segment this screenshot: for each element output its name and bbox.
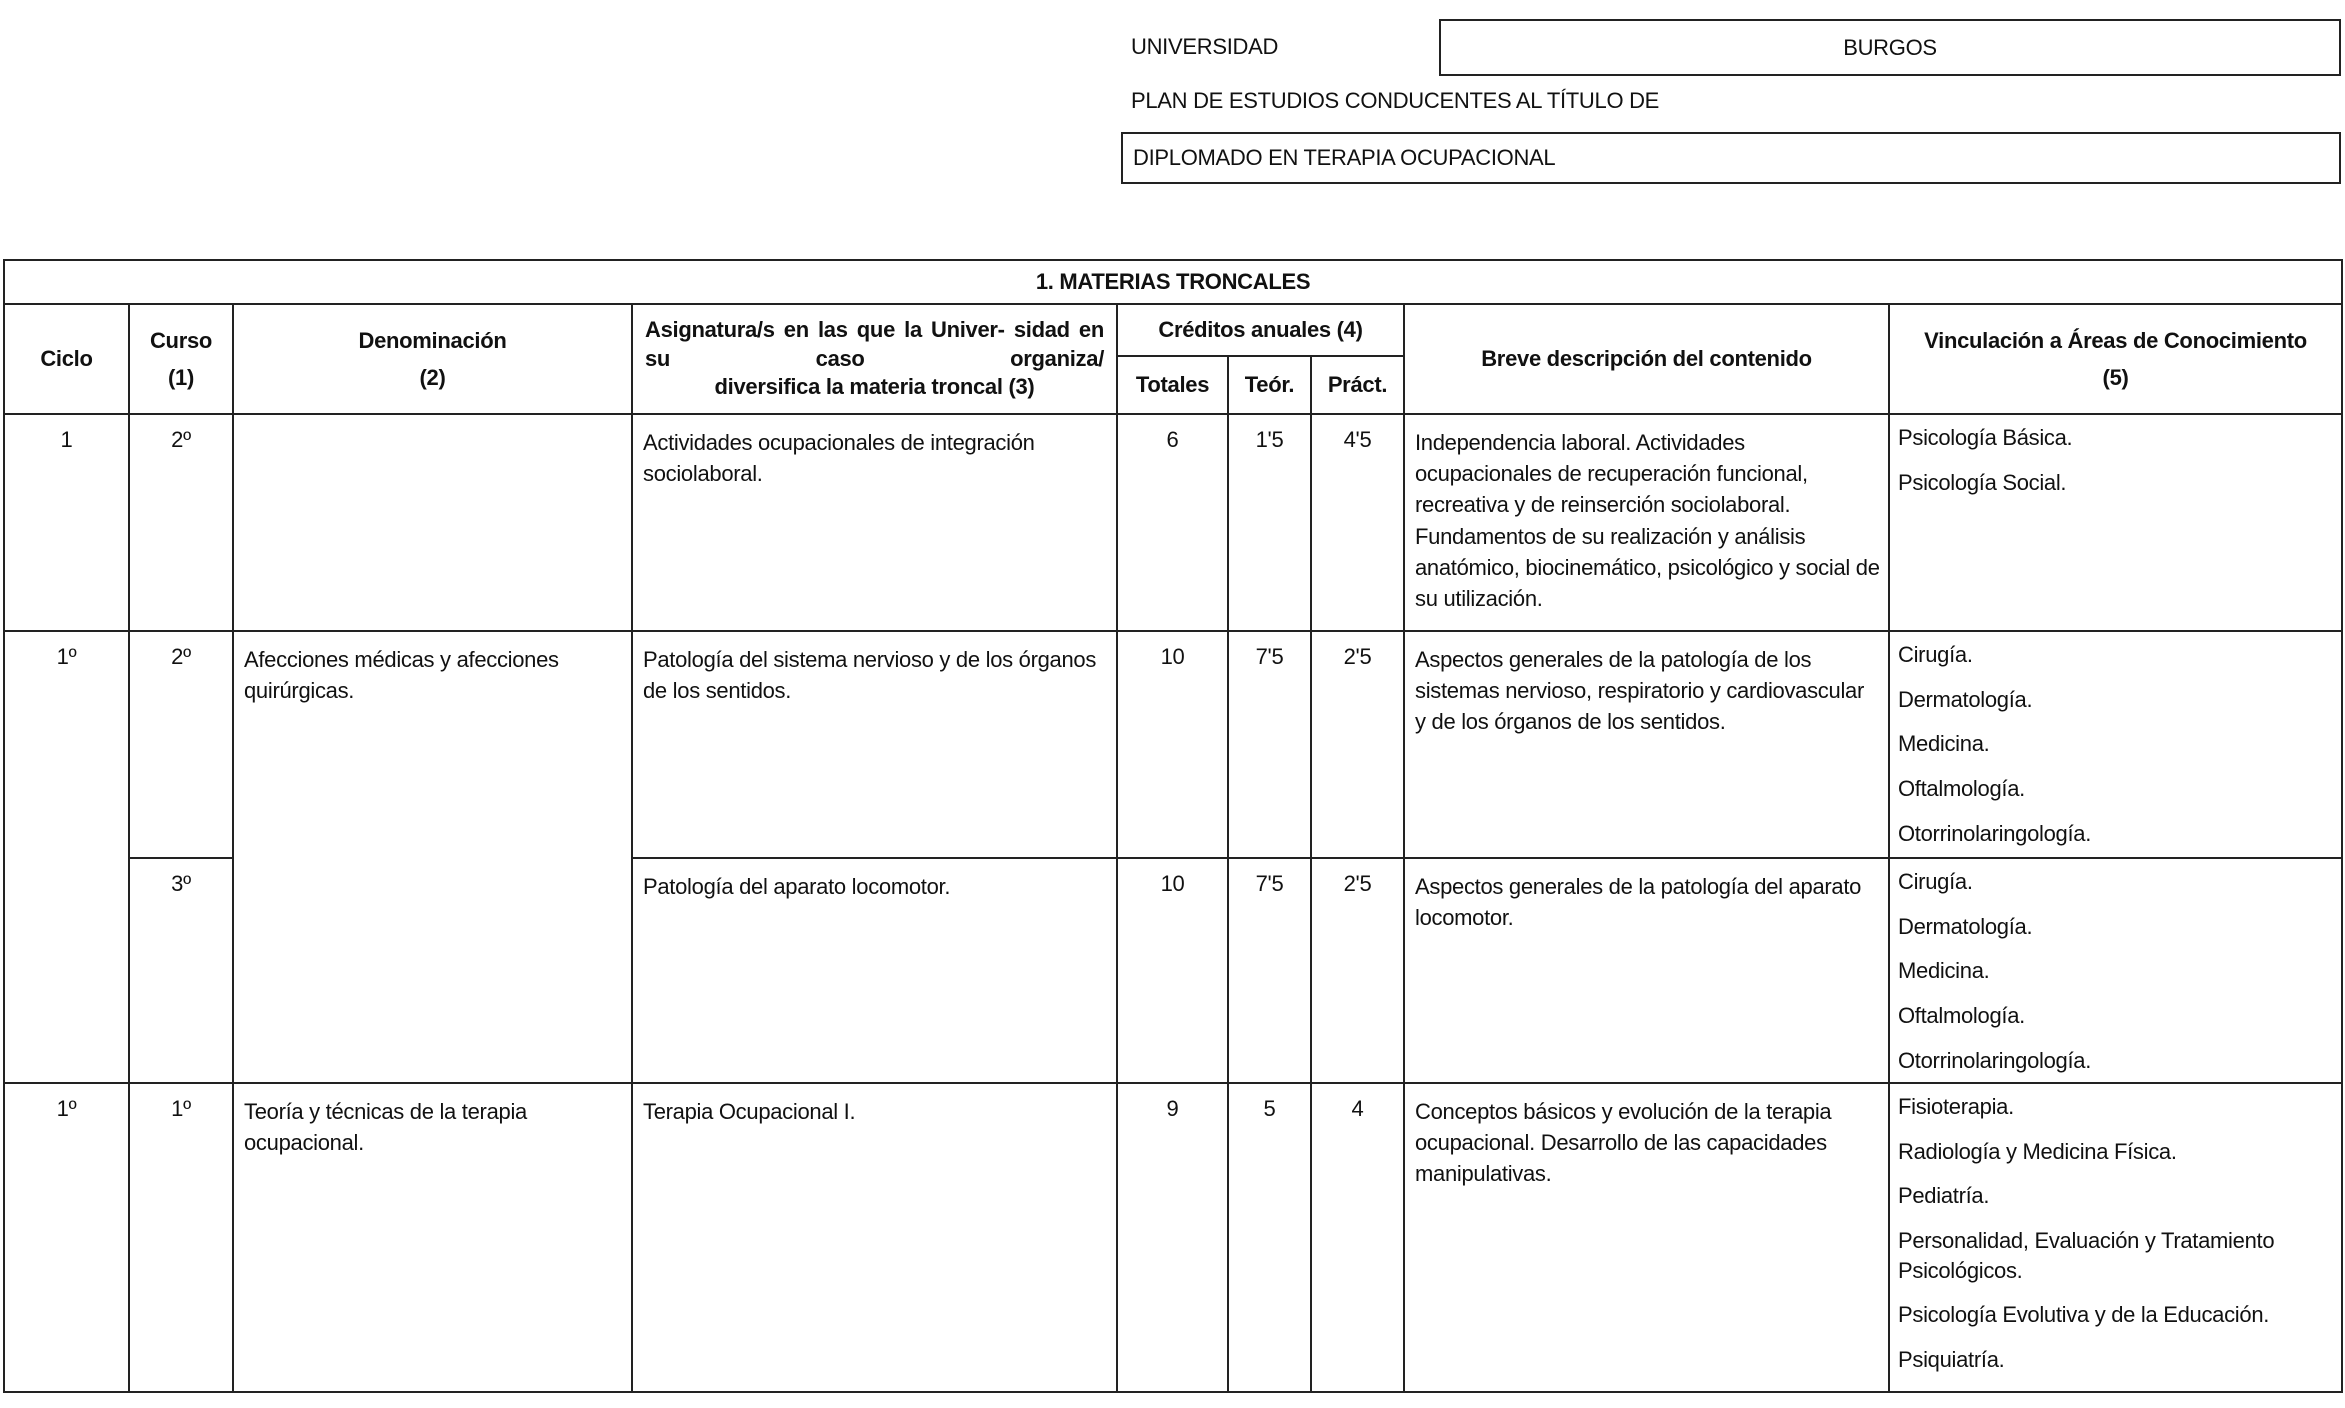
area-item: Cirugía.	[1898, 642, 1973, 667]
cell-asignatura: Actividades ocupacionales de integración sociolaboral.	[632, 414, 1117, 631]
col-header-asignatura	[632, 304, 1117, 414]
col-header-denominacion	[233, 304, 632, 414]
cell-ciclo: 1º	[4, 631, 129, 1083]
col-header-pract: Práct.	[1311, 356, 1404, 414]
universidad-value: BURGOS	[1843, 34, 1937, 60]
cell-descripcion: Aspectos generales de la patología de los sistemas nervioso, respiratorio y cardiovascular y de los órganos de los sentidos.	[1404, 631, 1889, 858]
cell-pract: 2'5	[1311, 858, 1404, 1083]
cell-asignatura: Terapia Ocupacional I.	[632, 1083, 1117, 1392]
table-row	[4, 1083, 2342, 1392]
cell-descripcion: Aspectos generales de la patología del aparato locomotor.	[1404, 858, 1889, 1083]
col-header-vinculacion-note: (5)	[2102, 365, 2129, 390]
col-header-totales: Totales	[1117, 356, 1228, 414]
col-header-asignatura-text: Asignatura/s en las que la Univer- sidad en su caso organiza/	[645, 317, 1104, 371]
area-item: Fisioterapia.	[1898, 1094, 2014, 1119]
cell-areas	[1889, 414, 2342, 631]
col-header-curso-label: Curso	[149, 327, 213, 353]
area-item: Radiología y Medicina Física.	[1898, 1138, 2177, 1164]
plan-label: PLAN DE ESTUDIOS CONDUCENTES AL TÍTULO DE	[1131, 88, 1660, 113]
col-header-denominacion-label: Denominación	[358, 327, 507, 353]
cell-descripcion: Conceptos básicos y evolución de la terapia ocupacional. Desarrollo de las capacidades manipulativas.	[1404, 1083, 1889, 1392]
cell-descripcion: Independencia laboral. Actividades ocupacionales de recuperación funcional, recreativa y de reinserción sociolaboral. Fundamentos de su realización y análisis anatómico, biocinemático, psicológico y social de su utilización.	[1404, 414, 1889, 631]
col-header-curso	[129, 304, 233, 414]
col-header-descripcion: Breve descripción del contenido	[1404, 304, 1889, 414]
cell-teor: 1'5	[1228, 414, 1311, 631]
col-header-curso-note: (1)	[168, 365, 194, 390]
cell-curso: 2º	[129, 414, 233, 631]
cell-curso: 2º	[129, 631, 233, 858]
cell-ciclo: 1º	[4, 1083, 129, 1392]
universidad-label: UNIVERSIDAD	[1131, 34, 1279, 59]
col-header-ciclo: Ciclo	[4, 304, 129, 414]
area-item: Pediatría.	[1898, 1183, 1990, 1209]
area-item: Otorrinolaringología.	[1898, 1047, 2092, 1073]
cell-denominacion: Teoría y técnicas de la terapia ocupacional.	[233, 1083, 632, 1392]
area-item: Oftalmología.	[1898, 1003, 2025, 1029]
cell-pract: 4	[1311, 1083, 1404, 1392]
col-header-asignatura-last: diversifica la materia troncal (3)	[714, 374, 1035, 400]
cell-teor: 7'5	[1228, 631, 1311, 858]
cell-denominacion: Afecciones médicas y afecciones quirúrgicas.	[233, 631, 632, 1083]
area-item: Dermatología.	[1898, 913, 2033, 939]
cell-areas	[1889, 858, 2342, 1083]
cell-totales: 10	[1117, 858, 1228, 1083]
cell-pract: 4'5	[1311, 414, 1404, 631]
cell-totales: 6	[1117, 414, 1228, 631]
titulo-box	[1121, 132, 2341, 184]
area-item: Otorrinolaringología.	[1898, 820, 2092, 846]
materias-troncales-table	[3, 259, 2343, 1393]
cell-areas	[1889, 631, 2342, 858]
cell-totales: 10	[1117, 631, 1228, 858]
area-item: Oftalmología.	[1898, 776, 2025, 802]
table-row	[4, 414, 2342, 631]
area-item: Personalidad, Evaluación y Tratamiento Psicológicos.	[1898, 1228, 2275, 1283]
col-header-creditos: Créditos anuales (4)	[1117, 304, 1404, 356]
universidad-value-box	[1439, 19, 2341, 76]
cell-teor: 5	[1228, 1083, 1311, 1392]
area-item: Medicina.	[1898, 958, 1990, 984]
cell-totales: 9	[1117, 1083, 1228, 1392]
col-header-denominacion-note: (2)	[419, 365, 446, 390]
section-title: 1. MATERIAS TRONCALES	[4, 260, 2342, 304]
cell-asignatura: Patología del sistema nervioso y de los órganos de los sentidos.	[632, 631, 1117, 858]
cell-curso: 1º	[129, 1083, 233, 1392]
cell-denominacion	[233, 414, 632, 631]
col-header-vinculacion-label: Vinculación a Áreas de Conocimiento	[1924, 327, 2307, 353]
titulo-value: DIPLOMADO EN TERAPIA OCUPACIONAL	[1133, 145, 1556, 170]
area-item: Medicina.	[1898, 731, 1990, 757]
area-item: Psicología Básica.	[1898, 425, 2073, 450]
col-header-vinculacion	[1889, 304, 2342, 414]
table-row	[4, 631, 2342, 858]
cell-teor: 7'5	[1228, 858, 1311, 1083]
cell-areas	[1889, 1083, 2342, 1392]
col-header-teor: Teór.	[1228, 356, 1311, 414]
area-item: Cirugía.	[1898, 869, 1973, 894]
area-item: Psicología Social.	[1898, 469, 2067, 495]
area-item: Psicología Evolutiva y de la Educación.	[1898, 1302, 2270, 1328]
cell-curso: 3º	[129, 858, 233, 1083]
cell-ciclo: 1	[4, 414, 129, 631]
area-item: Psiquiatría.	[1898, 1347, 2005, 1373]
cell-asignatura: Patología del aparato locomotor.	[632, 858, 1117, 1083]
cell-pract: 2'5	[1311, 631, 1404, 858]
area-item: Dermatología.	[1898, 686, 2033, 712]
